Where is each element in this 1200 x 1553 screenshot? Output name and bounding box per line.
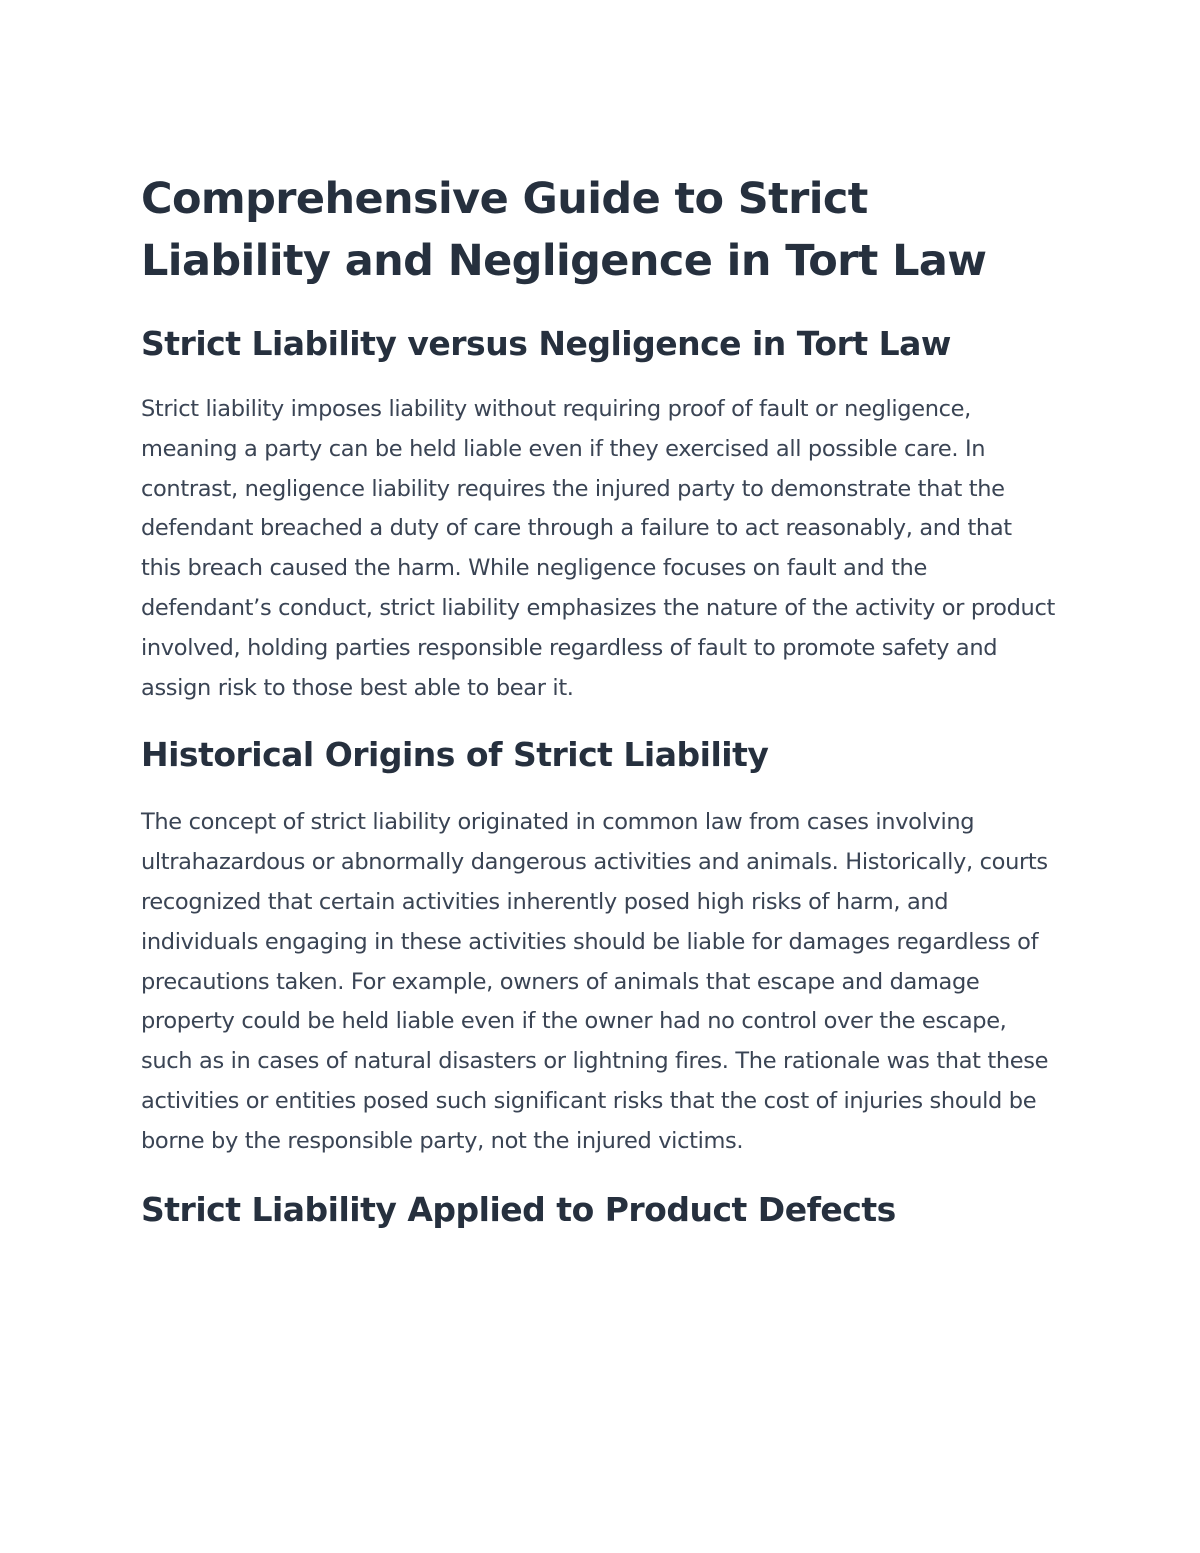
document-page <box>141 168 1056 1233</box>
section-heading-historical-origins: Historical Origins of Strict Liability <box>141 735 769 775</box>
section-body-strict-vs-negligence: Strict liability imposes liability without requiring proof of fault or negligence, meaning a party can be held liable even if they exercised all possible care. In contrast, negligence liability requires the injured party to demonstrate that the defendant breached a duty of care through a failure to act reasonably, and that this breach caused the harm. While negligence focuses on fault and the defendant’s conduct, strict liability emphasizes the nature of the activity or product involved, holding parties responsible regardless of fault to promote safety and assign risk to those best able to bear it. <box>141 396 1055 701</box>
section-body-historical-origins: The concept of strict liability originated in common law from cases involving ultrahazardous or abnormally dangerous activities and animals. Historically, courts recognized that certain activities inherently posed high risks of harm, and individuals engaging in these activities should be liable for damages regardless of precautions taken. For example, owners of animals that escape and damage property could be held liable even if the owner had no control over the escape, such as in cases of natural disasters or lightning fires. The rationale was that these activities or entities posed such significant risks that the cost of injuries should be borne by the responsible party, not the injured victims. <box>141 809 1049 1154</box>
document-title: Comprehensive Guide to Strict Liability and Negligence in Tort Law <box>141 174 987 286</box>
section-heading-product-defects: Strict Liability Applied to Product Defects <box>141 1189 896 1229</box>
section-heading-strict-vs-negligence: Strict Liability versus Negligence in Tort Law <box>141 324 951 363</box>
